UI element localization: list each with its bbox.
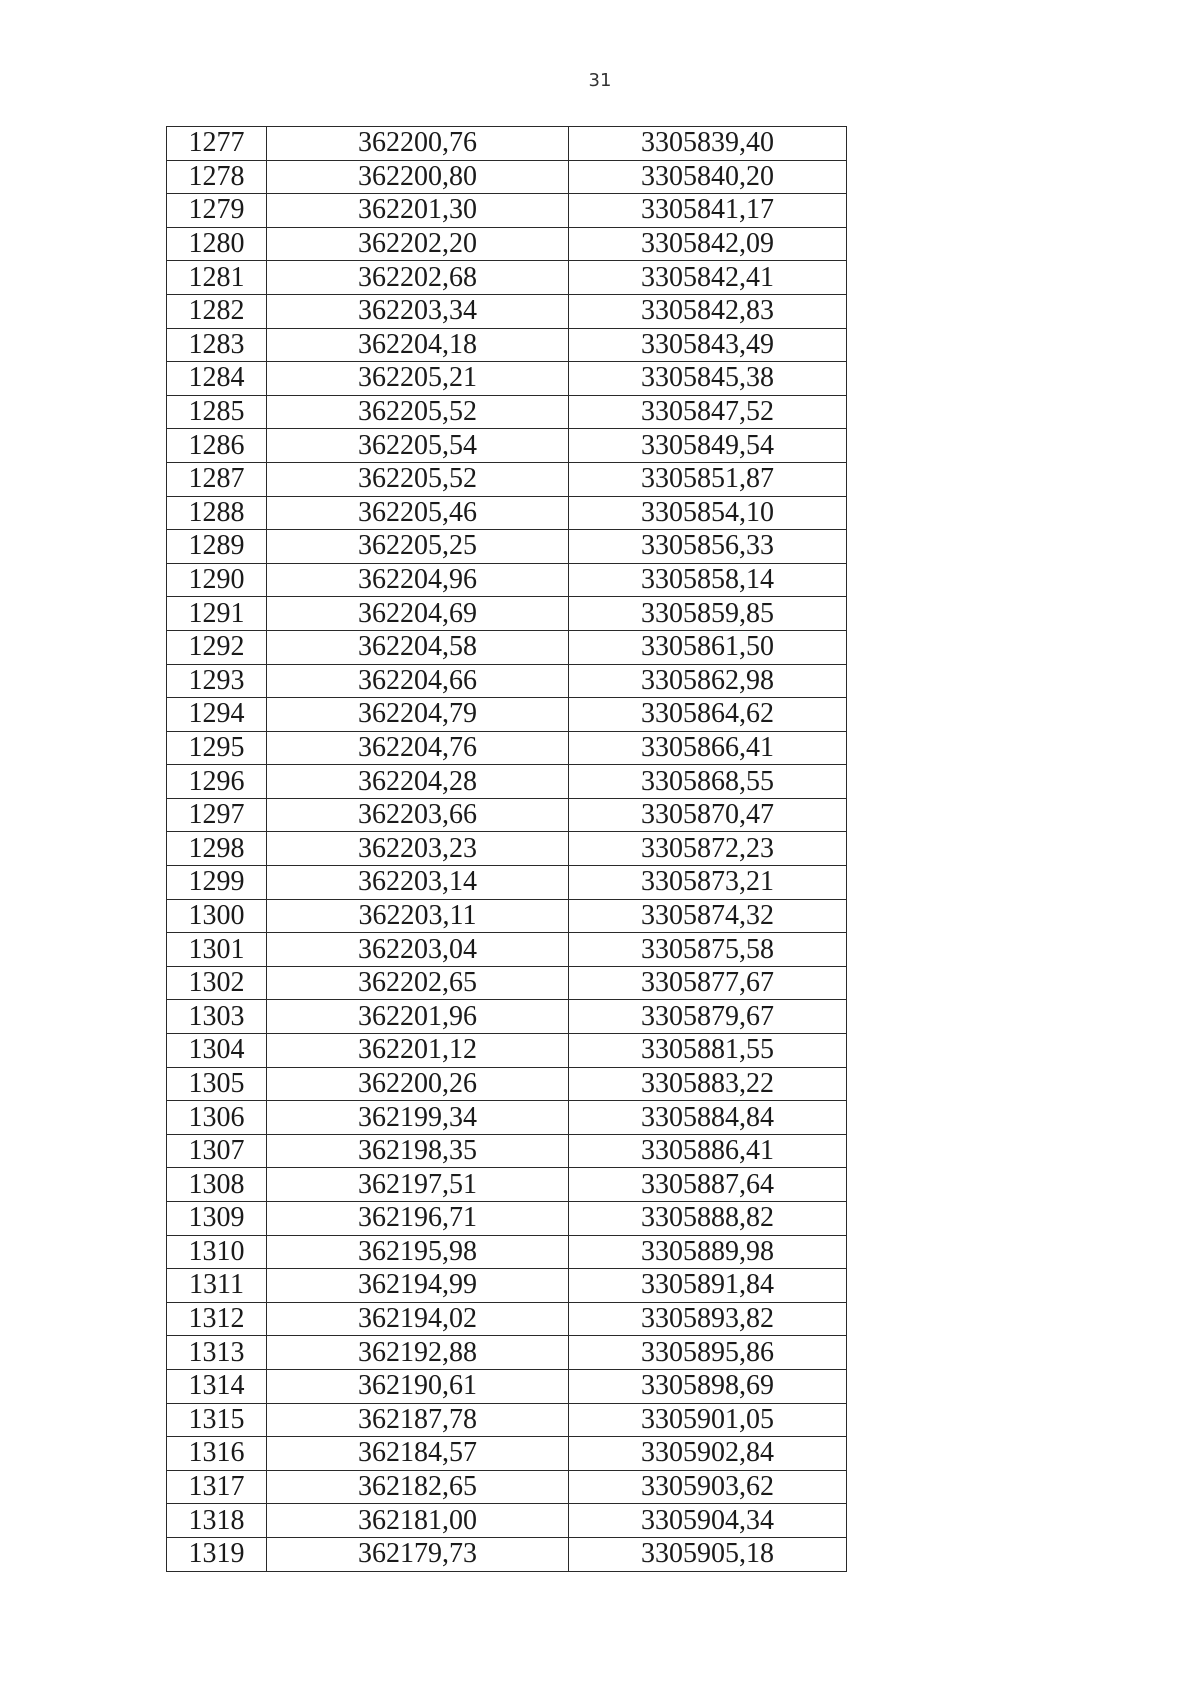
y-coordinate-cell: 3305877,67 (569, 966, 847, 1000)
y-coordinate-cell: 3305895,86 (569, 1336, 847, 1370)
y-coordinate-cell: 3305849,54 (569, 429, 847, 463)
table-row (167, 899, 847, 933)
point-number-cell: 1291 (167, 597, 267, 631)
point-number-cell: 1301 (167, 933, 267, 967)
point-number-cell: 1285 (167, 395, 267, 429)
table-row (167, 429, 847, 463)
y-coordinate-cell: 3305879,67 (569, 1000, 847, 1034)
x-coordinate-cell: 362196,71 (267, 1202, 569, 1236)
point-number-cell: 1314 (167, 1369, 267, 1403)
table-row (167, 1101, 847, 1135)
x-coordinate-cell: 362194,99 (267, 1269, 569, 1303)
table-row (167, 1369, 847, 1403)
y-coordinate-cell: 3305856,33 (569, 530, 847, 564)
table-row (167, 1537, 847, 1571)
point-number-cell: 1278 (167, 160, 267, 194)
x-coordinate-cell: 362200,76 (267, 127, 569, 161)
x-coordinate-cell: 362204,66 (267, 664, 569, 698)
point-number-cell: 1287 (167, 462, 267, 496)
point-number-cell: 1319 (167, 1537, 267, 1571)
y-coordinate-cell: 3305847,52 (569, 395, 847, 429)
x-coordinate-cell: 362200,26 (267, 1067, 569, 1101)
table-row (167, 765, 847, 799)
y-coordinate-cell: 3305854,10 (569, 496, 847, 530)
point-number-cell: 1312 (167, 1302, 267, 1336)
y-coordinate-cell: 3305839,40 (569, 127, 847, 161)
x-coordinate-cell: 362200,80 (267, 160, 569, 194)
y-coordinate-cell: 3305842,83 (569, 294, 847, 328)
point-number-cell: 1315 (167, 1403, 267, 1437)
table-row (167, 866, 847, 900)
point-number-cell: 1280 (167, 227, 267, 261)
point-number-cell: 1298 (167, 832, 267, 866)
x-coordinate-cell: 362192,88 (267, 1336, 569, 1370)
point-number-cell: 1309 (167, 1202, 267, 1236)
x-coordinate-cell: 362202,20 (267, 227, 569, 261)
x-coordinate-cell: 362179,73 (267, 1537, 569, 1571)
point-number-cell: 1289 (167, 530, 267, 564)
table-row (167, 1134, 847, 1168)
x-coordinate-cell: 362204,76 (267, 731, 569, 765)
table-row (167, 933, 847, 967)
x-coordinate-cell: 362202,65 (267, 966, 569, 1000)
x-coordinate-cell: 362194,02 (267, 1302, 569, 1336)
point-number-cell: 1305 (167, 1067, 267, 1101)
y-coordinate-cell: 3305898,69 (569, 1369, 847, 1403)
table-row (167, 530, 847, 564)
point-number-cell: 1310 (167, 1235, 267, 1269)
point-number-cell: 1306 (167, 1101, 267, 1135)
point-number-cell: 1277 (167, 127, 267, 161)
x-coordinate-cell: 362187,78 (267, 1403, 569, 1437)
x-coordinate-cell: 362182,65 (267, 1470, 569, 1504)
table-row (167, 362, 847, 396)
point-number-cell: 1304 (167, 1034, 267, 1068)
table-row (167, 1470, 847, 1504)
x-coordinate-cell: 362204,58 (267, 630, 569, 664)
x-coordinate-cell: 362202,68 (267, 261, 569, 295)
table-row (167, 664, 847, 698)
point-number-cell: 1313 (167, 1336, 267, 1370)
y-coordinate-cell: 3305861,50 (569, 630, 847, 664)
x-coordinate-cell: 362205,54 (267, 429, 569, 463)
x-coordinate-cell: 362204,69 (267, 597, 569, 631)
table-row (167, 261, 847, 295)
table-row (167, 798, 847, 832)
y-coordinate-cell: 3305904,34 (569, 1504, 847, 1538)
y-coordinate-cell: 3305905,18 (569, 1537, 847, 1571)
y-coordinate-cell: 3305840,20 (569, 160, 847, 194)
y-coordinate-cell: 3305902,84 (569, 1437, 847, 1471)
x-coordinate-cell: 362203,23 (267, 832, 569, 866)
table-row (167, 127, 847, 161)
table-row (167, 966, 847, 1000)
x-coordinate-cell: 362184,57 (267, 1437, 569, 1471)
point-number-cell: 1281 (167, 261, 267, 295)
y-coordinate-cell: 3305845,38 (569, 362, 847, 396)
point-number-cell: 1297 (167, 798, 267, 832)
y-coordinate-cell: 3305866,41 (569, 731, 847, 765)
y-coordinate-cell: 3305889,98 (569, 1235, 847, 1269)
x-coordinate-cell: 362204,79 (267, 698, 569, 732)
table-row (167, 1067, 847, 1101)
point-number-cell: 1307 (167, 1134, 267, 1168)
y-coordinate-cell: 3305903,62 (569, 1470, 847, 1504)
y-coordinate-cell: 3305872,23 (569, 832, 847, 866)
table-row (167, 563, 847, 597)
x-coordinate-cell: 362201,12 (267, 1034, 569, 1068)
point-number-cell: 1286 (167, 429, 267, 463)
page-number: 31 (588, 70, 612, 91)
point-number-cell: 1311 (167, 1269, 267, 1303)
table-row (167, 698, 847, 732)
point-number-cell: 1308 (167, 1168, 267, 1202)
point-number-cell: 1284 (167, 362, 267, 396)
y-coordinate-cell: 3305864,62 (569, 698, 847, 732)
table-row (167, 1336, 847, 1370)
point-number-cell: 1296 (167, 765, 267, 799)
table-row (167, 1000, 847, 1034)
point-number-cell: 1303 (167, 1000, 267, 1034)
y-coordinate-cell: 3305841,17 (569, 194, 847, 228)
y-coordinate-cell: 3305881,55 (569, 1034, 847, 1068)
y-coordinate-cell: 3305883,22 (569, 1067, 847, 1101)
point-number-cell: 1299 (167, 866, 267, 900)
table-row (167, 328, 847, 362)
y-coordinate-cell: 3305868,55 (569, 765, 847, 799)
table-row (167, 1034, 847, 1068)
table-row (167, 395, 847, 429)
y-coordinate-cell: 3305843,49 (569, 328, 847, 362)
x-coordinate-cell: 362197,51 (267, 1168, 569, 1202)
table-row (167, 597, 847, 631)
x-coordinate-cell: 362181,00 (267, 1504, 569, 1538)
x-coordinate-cell: 362203,34 (267, 294, 569, 328)
x-coordinate-cell: 362199,34 (267, 1101, 569, 1135)
point-number-cell: 1283 (167, 328, 267, 362)
x-coordinate-cell: 362195,98 (267, 1235, 569, 1269)
point-number-cell: 1294 (167, 698, 267, 732)
table-row (167, 160, 847, 194)
x-coordinate-cell: 362201,96 (267, 1000, 569, 1034)
y-coordinate-cell: 3305891,84 (569, 1269, 847, 1303)
y-coordinate-cell: 3305842,41 (569, 261, 847, 295)
x-coordinate-cell: 362205,46 (267, 496, 569, 530)
point-number-cell: 1279 (167, 194, 267, 228)
y-coordinate-cell: 3305862,98 (569, 664, 847, 698)
table-row (167, 1269, 847, 1303)
point-number-cell: 1288 (167, 496, 267, 530)
point-number-cell: 1300 (167, 899, 267, 933)
y-coordinate-cell: 3305875,58 (569, 933, 847, 967)
y-coordinate-cell: 3305858,14 (569, 563, 847, 597)
table-row (167, 462, 847, 496)
point-number-cell: 1317 (167, 1470, 267, 1504)
table-row (167, 1302, 847, 1336)
table-row (167, 194, 847, 228)
x-coordinate-cell: 362204,28 (267, 765, 569, 799)
table-row (167, 630, 847, 664)
y-coordinate-cell: 3305859,85 (569, 597, 847, 631)
table-row (167, 1168, 847, 1202)
x-coordinate-cell: 362203,66 (267, 798, 569, 832)
y-coordinate-cell: 3305873,21 (569, 866, 847, 900)
x-coordinate-cell: 362203,04 (267, 933, 569, 967)
x-coordinate-cell: 362201,30 (267, 194, 569, 228)
y-coordinate-cell: 3305888,82 (569, 1202, 847, 1236)
y-coordinate-cell: 3305887,64 (569, 1168, 847, 1202)
x-coordinate-cell: 362205,21 (267, 362, 569, 396)
x-coordinate-cell: 362205,52 (267, 462, 569, 496)
y-coordinate-cell: 3305884,84 (569, 1101, 847, 1135)
x-coordinate-cell: 362205,52 (267, 395, 569, 429)
coordinates-table-body (167, 127, 847, 1572)
point-number-cell: 1316 (167, 1437, 267, 1471)
table-row (167, 227, 847, 261)
x-coordinate-cell: 362203,14 (267, 866, 569, 900)
table-row (167, 1202, 847, 1236)
x-coordinate-cell: 362205,25 (267, 530, 569, 564)
x-coordinate-cell: 362203,11 (267, 899, 569, 933)
table-row (167, 731, 847, 765)
x-coordinate-cell: 362204,18 (267, 328, 569, 362)
coordinates-table (166, 126, 847, 1572)
table-row (167, 294, 847, 328)
x-coordinate-cell: 362190,61 (267, 1369, 569, 1403)
table-row (167, 1437, 847, 1471)
table-row (167, 1403, 847, 1437)
x-coordinate-cell: 362198,35 (267, 1134, 569, 1168)
point-number-cell: 1302 (167, 966, 267, 1000)
point-number-cell: 1295 (167, 731, 267, 765)
y-coordinate-cell: 3305874,32 (569, 899, 847, 933)
y-coordinate-cell: 3305886,41 (569, 1134, 847, 1168)
point-number-cell: 1282 (167, 294, 267, 328)
table-row (167, 832, 847, 866)
y-coordinate-cell: 3305851,87 (569, 462, 847, 496)
point-number-cell: 1292 (167, 630, 267, 664)
y-coordinate-cell: 3305870,47 (569, 798, 847, 832)
point-number-cell: 1293 (167, 664, 267, 698)
table-row (167, 1235, 847, 1269)
table-row (167, 1504, 847, 1538)
x-coordinate-cell: 362204,96 (267, 563, 569, 597)
y-coordinate-cell: 3305842,09 (569, 227, 847, 261)
point-number-cell: 1290 (167, 563, 267, 597)
table-row (167, 496, 847, 530)
y-coordinate-cell: 3305901,05 (569, 1403, 847, 1437)
point-number-cell: 1318 (167, 1504, 267, 1538)
y-coordinate-cell: 3305893,82 (569, 1302, 847, 1336)
